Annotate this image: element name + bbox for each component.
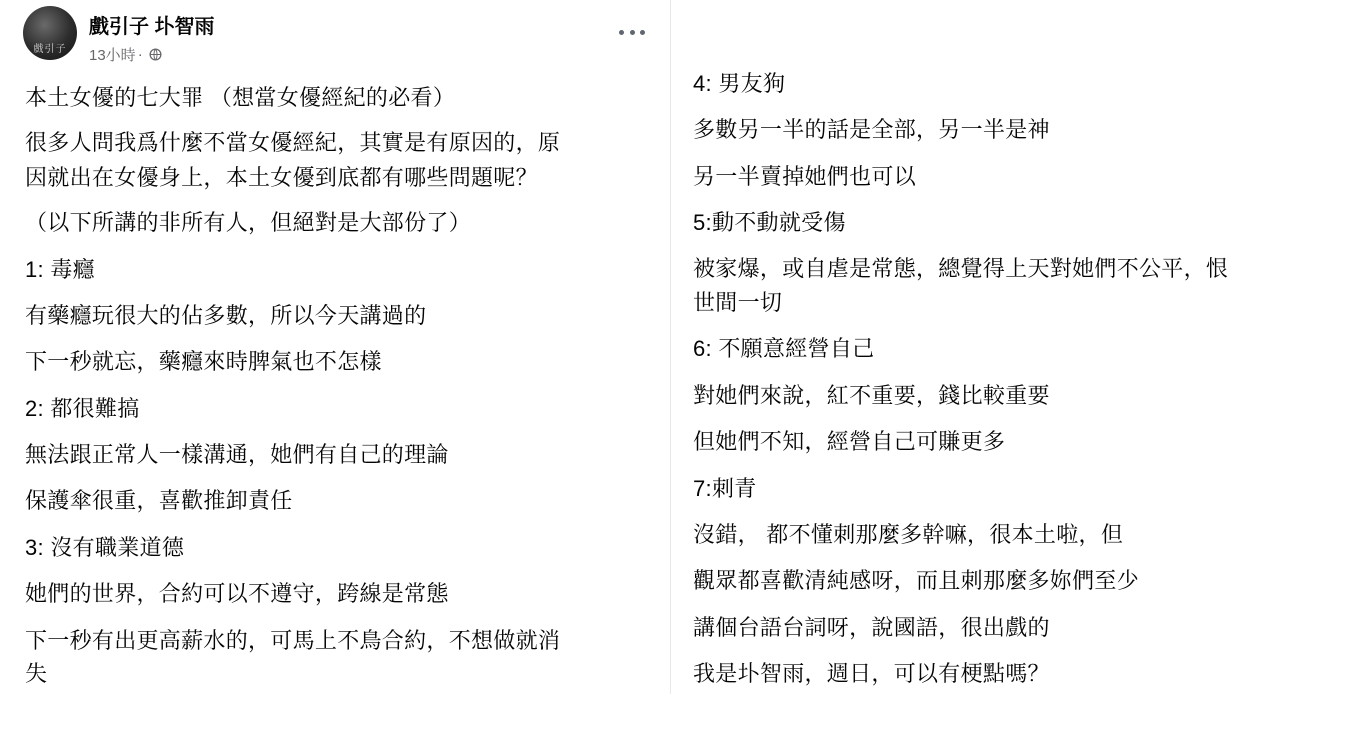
post-text-line: 被家爆，或自虐是常態，總覺得上天對她們不公平，恨	[693, 256, 1229, 281]
post-text-line: 但她們不知，經營自己可賺更多	[693, 429, 1006, 454]
post-text-line: 因就出在女優身上，本土女優到底都有哪些問題呢？	[25, 165, 538, 190]
post-text-line: 下一秒有出更高薪水的，可馬上不鳥合約，不想做就消	[25, 628, 561, 653]
avatar[interactable]	[23, 6, 77, 60]
post-text-line: 講個台語台詞呀，說國語，很出戲的	[693, 615, 1050, 640]
post-section-heading: 7:刺青	[693, 476, 757, 501]
author-name[interactable]: 戲引子 圤智雨	[89, 16, 215, 38]
post-section-heading: 3: 沒有職業道德	[25, 535, 185, 560]
post-section-heading: 4: 男友狗	[693, 71, 786, 96]
post-text-line: 保護傘很重，喜歡推卸責任	[25, 488, 293, 513]
meta-separator: ·	[137, 46, 143, 63]
post-section-heading: 5:動不動就受傷	[693, 210, 846, 235]
post-section-heading: 2: 都很難搞	[25, 396, 140, 421]
globe-icon[interactable]	[149, 48, 162, 61]
post-text-line: 對她們來說，紅不重要，錢比較重要	[693, 383, 1050, 408]
post-card-right	[672, 0, 1352, 738]
post-text-line: 很多人問我爲什麼不當女優經紀，其實是有原因的，原	[25, 130, 561, 155]
post-text-line: 有藥癮玩很大的佔多數，所以今天講過的	[25, 303, 427, 328]
post-text-line: （以下所講的非所有人，但絕對是大部份了）	[25, 210, 472, 235]
post-text-line: 多數另一半的話是全部，另一半是神	[693, 117, 1050, 142]
post-meta	[89, 44, 162, 65]
avatar-logo-text: 戲引子	[33, 44, 67, 55]
post-text-line: 失	[25, 661, 48, 686]
post-text-line: 沒錯， 都不懂刺那麼多幹嘛，很本土啦，但	[693, 522, 1124, 547]
post-text-line: 世間一切	[693, 290, 783, 315]
post-text-line: 她們的世界，合約可以不遵守，跨線是常態	[25, 581, 449, 606]
post-text-line: 觀眾都喜歡清純感呀，而且刺那麼多妳們至少	[693, 568, 1140, 593]
post-section-heading: 6: 不願意經營自己	[693, 336, 875, 361]
post-text-line: 我是圤智雨，週日，可以有梗點嗎？	[693, 661, 1050, 686]
post-text-line: 無法跟正常人一樣溝通，她們有自己的理論	[25, 442, 449, 467]
post-title: 本土女優的七大罪 （想當女優經紀的必看）	[25, 85, 456, 110]
post-text-line: 另一半賣掉她們也可以	[693, 164, 917, 189]
post-text-line: 下一秒就忘，藥癮來時脾氣也不怎樣	[25, 349, 382, 374]
more-options-icon[interactable]	[619, 22, 645, 42]
post-timestamp[interactable]: 13小時	[89, 47, 136, 64]
post-section-heading: 1: 毒癮	[25, 257, 95, 282]
post-card-left	[0, 0, 671, 694]
